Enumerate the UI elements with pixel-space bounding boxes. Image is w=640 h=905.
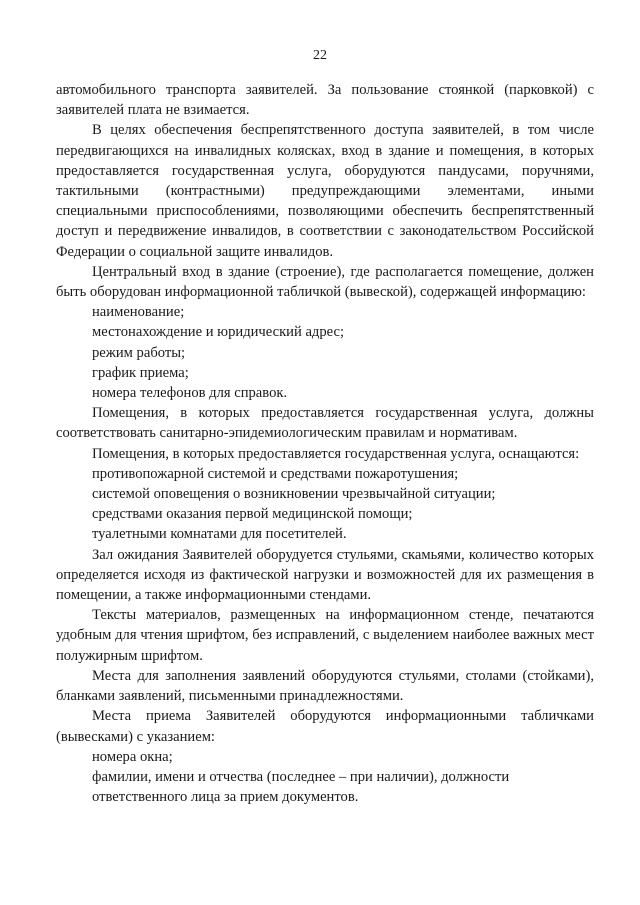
paragraph: Места приема Заявителей оборудуются информационными табличками (вывесками) с указанием: [56,708,594,745]
list-item: номера окна; [92,748,173,765]
document-body [56,80,594,807]
list-item: режим работы; [92,344,186,361]
list-item: системой оповещения о возникновении чрезвычайной ситуации; [92,486,496,503]
list-item: противопожарной системой и средствами пожаротушения; [92,465,459,482]
list-item: местонахождение и юридический адрес; [92,324,345,341]
paragraph: Зал ожидания Заявителей оборудуется стульями, скамьями, количество которых определяется исходя из фактической нагрузки и возможностей для их размещения в помещении, а также информационными стендами. [56,546,594,604]
list-item: наименование; [92,304,185,321]
list-item: фамилии, имени и отчества (последнее – при наличии), должности [92,768,510,785]
paragraph: Центральный вход в здание (строение), где располагается помещение, должен быть оборудован информационной табличкой (вывеской), содержащей информацию: [56,263,594,301]
paragraph: автомобильного транспорта заявителей. За пользование стоянкой (парковкой) с заявителей плата не взимается. [56,82,594,119]
paragraph: Помещения, в которых предоставляется государственная услуга, должны соответствовать санитарно-эпидемиологическим правилам и нормативам. [56,405,594,442]
list-item: номера телефонов для справок. [92,385,288,402]
list-item: ответственного лица за прием документов. [92,789,359,806]
paragraph: В целях обеспечения беспрепятственного доступа заявителей, в том числе передвигающихся на инвалидных колясках, вход в здание и помещения, в которых предоставляется государственная услуга, оборудуются пандусами, поручнями, тактильными (контрастными) предупреждающими элементами, иными специальными приспособлениями, позволяющими обеспечить беспрепятственный доступ и передвижение инвалидов, в соответствии с законодательством Российской Федерации о социальной защите инвалидов. [56,122,594,260]
list-item: туалетными комнатами для посетителей. [92,526,347,543]
page-number: 22 [313,48,327,63]
paragraph: Тексты материалов, размещенных на информационном стенде, печатаются удобным для чтения шрифтом, без исправлений, с выделением наиболее важных мест полужирным шрифтом. [56,607,594,664]
paragraph: Места для заполнения заявлений оборудуются стульями, столами (стойками), бланками заявлений, письменными принадлежностями. [56,667,594,705]
list-item: график приема; [92,364,189,381]
list-item: средствами оказания первой медицинской помощи; [92,506,413,523]
paragraph: Помещения, в которых предоставляется государственная услуга, оснащаются: [92,445,580,462]
